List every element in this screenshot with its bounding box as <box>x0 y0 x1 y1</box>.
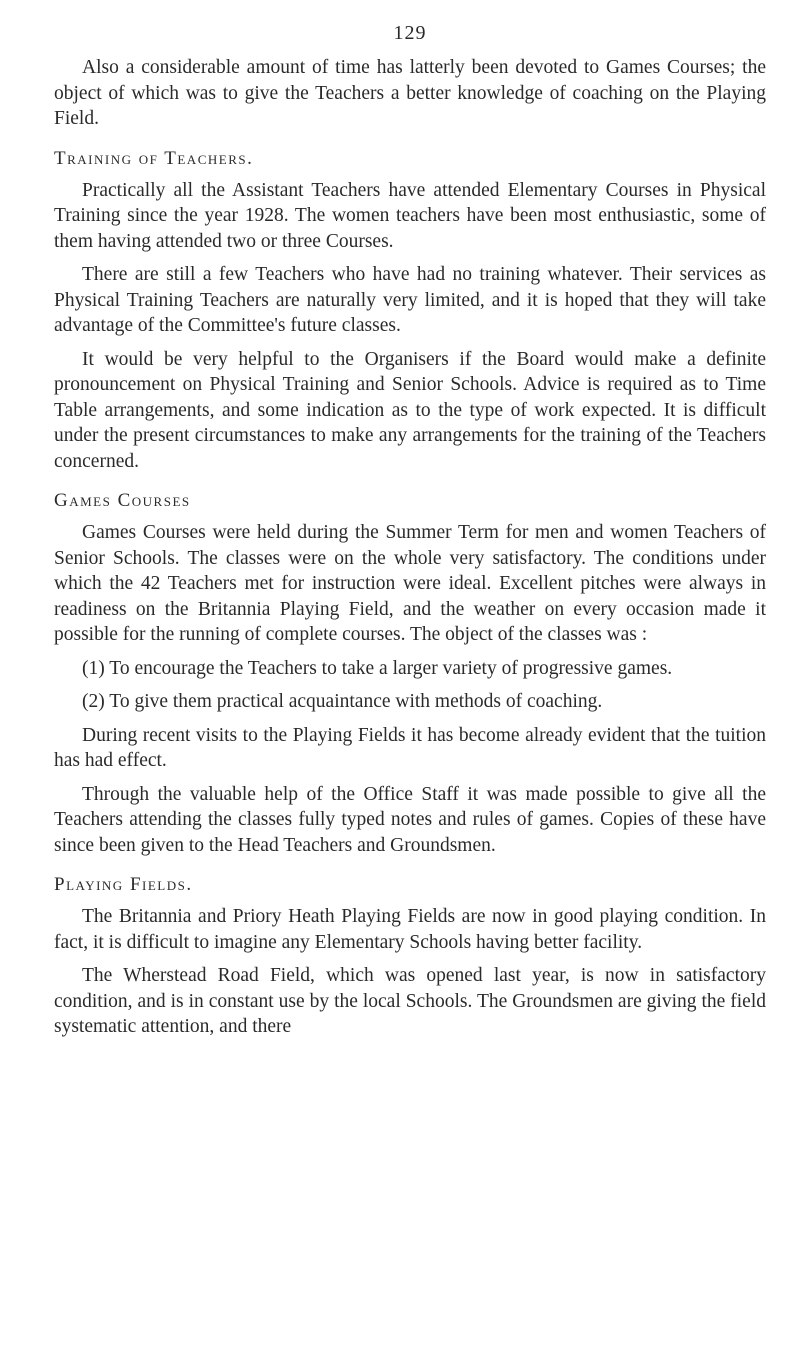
games-object-1-text: To encourage the Teachers to take a larger variety of progressive games. <box>109 657 673 679</box>
intro-paragraph: Also a considerable amount of time has latterly been devoted to Games Courses; the object of which was to give the Teachers a better knowledge of coaching on the Playing Field. <box>54 57 766 129</box>
games-object-2 <box>54 689 766 715</box>
training-heading: Training of Teachers. <box>54 147 254 169</box>
games-heading: Games Courses <box>54 490 191 511</box>
training-paragraph-1: Practically all the Assistant Teachers have attended Elementary Courses in Physical Training since the year 1928. The women teachers have been most enthusiastic, some of them having attended two or three Courses. <box>54 179 766 252</box>
training-paragraph-3: It would be very helpful to the Organisers if the Board would make a definite pronouncement on Physical Training and Senior Schools. Advice is required as to Time Table arrangements, and some indication as to the type of work expected. It is difficult under the present circumstances to make any arrangements for the training of the Teachers concerned. <box>54 348 766 472</box>
games-object-2-number: (2) <box>82 691 110 712</box>
document-page <box>54 22 766 1048</box>
games-object-1 <box>54 656 766 682</box>
training-paragraph-2: There are still a few Teachers who have had no training whatever. Their services as Physical Training Teachers are naturally very limited, and it is hoped that they will take advantage of the Committee's future classes. <box>54 264 766 336</box>
games-paragraph-after-1: During recent visits to the Playing Fields it has become already evident that the tuition has had effect. <box>54 724 766 771</box>
playing-fields-paragraph-2: The Wherstead Road Field, which was opened last year, is now in satisfactory condition, and is in constant use by the local Schools. The Groundsmen are giving the field systematic attention, and there <box>54 965 766 1037</box>
playing-fields-heading: Playing Fields. <box>54 874 193 895</box>
playing-fields-paragraph-1: The Britannia and Priory Heath Playing Fields are now in good playing condition. In fact, it is difficult to imagine any Elementary Schools having better facility. <box>54 906 766 953</box>
games-object-1-number: (1) <box>82 657 110 679</box>
page-number: 129 <box>393 22 427 44</box>
games-object-2-text: To give them practical acquaintance with methods of coaching. <box>109 691 603 712</box>
games-paragraph-after-2: Through the valuable help of the Office Staff it was made possible to give all the Teachers attending the classes fully typed notes and rules of games. Copies of these have since been given to the Head Teachers and Groundsmen. <box>54 783 766 856</box>
games-paragraph-intro: Games Courses were held during the Summer Term for men and women Teachers of Senior Schools. The classes were on the whole very satisfactory. The conditions under which the 42 Teachers met for instruction were ideal. Excellent pitches were always in readiness on the Britannia Playing Field, and the weather on every occasion made it possible for the running of complete courses. The object of the classes was : <box>54 522 766 645</box>
